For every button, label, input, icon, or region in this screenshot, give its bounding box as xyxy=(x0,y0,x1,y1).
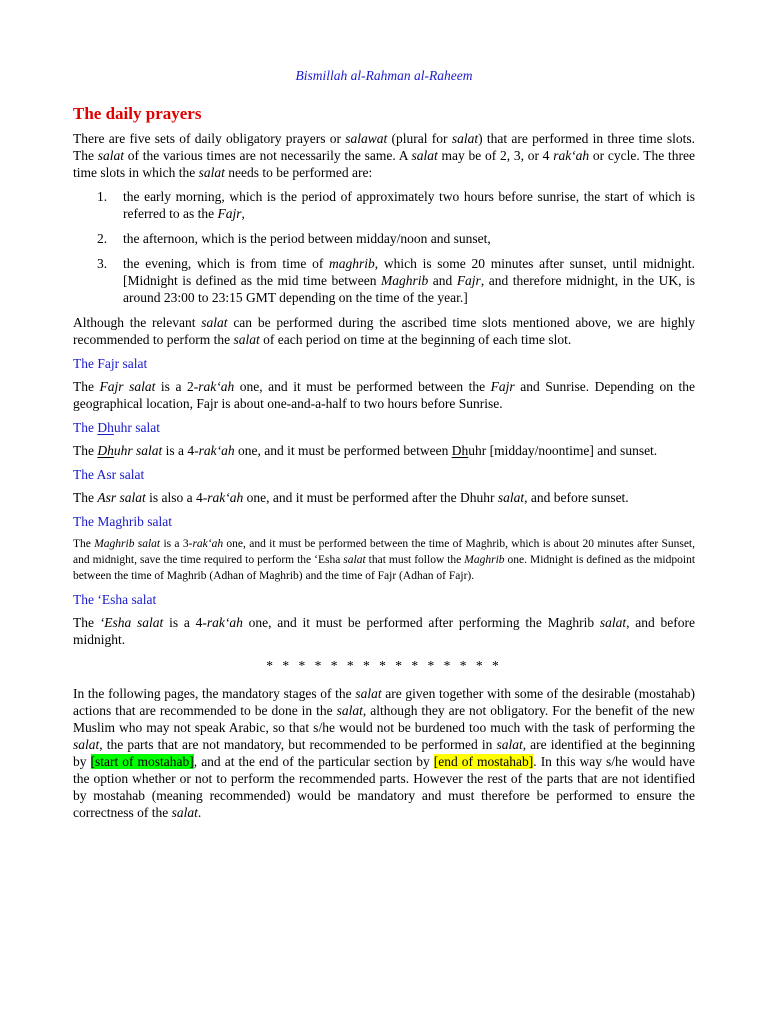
time-slots-list xyxy=(73,188,695,306)
term-rakah: rak‘ah xyxy=(207,490,244,505)
term-fajr: Fajr xyxy=(490,379,515,394)
text-run: uhr [midday/noontime] and sunset. xyxy=(468,443,658,458)
document-body xyxy=(73,130,695,821)
text-run: , and at the end of the particular section by xyxy=(193,754,434,769)
term-salat: salat xyxy=(129,379,156,394)
text-run: one, and it must be performed between the time of Maghrib, which is about 20 minutes after Sunset, and midnight, save the time required to perform the ‘Esha xyxy=(73,538,696,566)
text-run: the afternoon, which is the period between midday/noon and sunset, xyxy=(123,231,491,246)
text-run: one. Midnight is defined as the midpoint between the time of Maghrib (Adhan of Maghrib) and the time of Fajr (Adhan of Fajr). xyxy=(73,554,696,582)
text-run: is a 3- xyxy=(160,538,193,550)
term-asr: Asr xyxy=(97,490,117,505)
term-salat: salat xyxy=(343,554,366,566)
text-run: The xyxy=(73,538,95,550)
term-dhuhr xyxy=(97,443,132,458)
term-salat: salat xyxy=(137,615,164,630)
text-run: The xyxy=(73,379,100,394)
term-rakah: rak‘ah xyxy=(206,615,243,630)
page-title: The daily prayers xyxy=(73,104,202,123)
term-salat: salat xyxy=(201,315,228,330)
text-run: one, and it must be performed between the xyxy=(234,379,491,394)
list-item xyxy=(73,255,695,306)
fajr-heading: The Fajr salat xyxy=(73,356,148,371)
text-run: Although the relevant xyxy=(73,315,202,330)
dhuhr-paragraph xyxy=(73,442,695,459)
list-number: 2. xyxy=(97,231,108,246)
term-fajr: Fajr xyxy=(456,273,481,288)
term-salat: salat xyxy=(198,165,225,180)
text-run: that must follow the xyxy=(365,554,465,566)
text-run: and Sunrise. Depending on the geographical location, Fajr is about one-and-a-half to two hours before Sunrise. xyxy=(73,379,695,411)
text-run: , and before midnight. xyxy=(73,615,696,647)
text-run: The xyxy=(73,443,98,458)
text-run: , and before sunset. xyxy=(524,490,629,505)
term-salat: salat xyxy=(355,686,382,701)
maghrib-heading: The Maghrib salat xyxy=(73,514,172,529)
list-number: 1. xyxy=(97,189,108,204)
text-run: of each period on time at the beginning of each time slot. xyxy=(259,332,572,347)
text-run: the evening, which is from time of xyxy=(123,256,330,271)
text-run: , although they are not obligatory. For the benefit of the new Muslim who may not speak Arabic, so that s/he would not be burdened too much with the task of performing the xyxy=(73,703,696,735)
text-run: can be performed during the ascribed time slots mentioned above, we are highly recommended to perform the xyxy=(73,315,696,347)
text-run: , are identified at the beginning by xyxy=(73,737,695,769)
text-run: one, and it must be performed after the Dhuhr xyxy=(243,490,498,505)
underlined-run: Dh xyxy=(97,443,114,458)
text-run: needs to be performed are: xyxy=(224,165,373,180)
term-salat: salat xyxy=(496,737,523,752)
term-salat: salat xyxy=(97,148,124,163)
underlined-run: Dh xyxy=(97,420,114,435)
term-esha: ‘Esha xyxy=(99,615,132,630)
term-rakah: rak‘ah xyxy=(192,538,224,550)
list-item xyxy=(73,230,695,247)
text-run: . xyxy=(197,805,202,820)
term-salat: salat xyxy=(411,148,438,163)
text-run: ) that are performed in three time slots. The xyxy=(73,131,695,163)
term-salat: salat xyxy=(336,703,363,718)
text-run: There are five sets of daily obligatory prayers or xyxy=(73,131,346,146)
text-run: is also a 4- xyxy=(145,490,208,505)
term-rakah: rak‘ah xyxy=(553,148,590,163)
term-maghrib: Maghrib xyxy=(464,554,505,566)
term-maghrib: maghrib xyxy=(329,256,375,271)
term-salat: salat xyxy=(451,131,479,146)
term-salat: salat xyxy=(497,490,525,505)
esha-paragraph xyxy=(73,614,695,648)
text-run: is a 2- xyxy=(155,379,199,394)
text-run: The xyxy=(73,420,98,435)
text-run: uhr salat xyxy=(113,420,160,435)
text-run: uhr xyxy=(113,443,133,458)
term-rakah: rak‘ah xyxy=(198,379,235,394)
fajr-paragraph xyxy=(73,378,695,412)
asr-heading: The Asr salat xyxy=(73,467,145,482)
term-salat: salat xyxy=(171,805,198,820)
section-divider: * * * * * * * * * * * * * * * xyxy=(266,658,502,673)
term-fajr: Fajr xyxy=(99,379,124,394)
text-run: , which is some 20 minutes after sunset, until midnight. [Midnight is defined as the mid time between xyxy=(123,256,695,288)
list-number: 3. xyxy=(97,256,108,271)
underlined-run: Dh xyxy=(451,443,469,458)
text-run: is a 4- xyxy=(162,443,199,458)
list-item xyxy=(73,188,695,222)
term-salat: salat xyxy=(599,615,627,630)
text-run: , and therefore midnight, in the UK, is around 23:00 to 23:15 GMT depending on the time of the year.] xyxy=(123,273,695,305)
closing-paragraph xyxy=(73,685,695,821)
text-run: is a 4- xyxy=(163,615,207,630)
text-run: . In this way s/he would have the option whether or not to perform the recommended parts. However the rest of the parts that are not identified by mostahab (meaning recommended) would be mandatory and must therefore be performed to ensure the correctness of the xyxy=(73,754,696,820)
term-fajr: Fajr xyxy=(217,206,242,221)
end-mostahab-marker: [end of mostahab] xyxy=(433,754,534,769)
esha-heading: The ‘Esha salat xyxy=(73,592,157,607)
dhuhr-heading xyxy=(73,419,695,436)
text-run: one, and it must be performed after performing the Maghrib xyxy=(242,615,600,630)
start-mostahab-marker: [start of mostahab] xyxy=(90,754,194,769)
text-run: the early morning, which is the period of approximately two hours before sunrise, the start of which is referred to as the xyxy=(123,189,695,221)
text-run: may be of 2, 3, or 4 xyxy=(437,148,554,163)
term-salat: salat xyxy=(73,737,100,752)
basmala-line: Bismillah al-Rahman al-Raheem xyxy=(295,68,473,83)
text-run: and xyxy=(428,273,457,288)
term-maghrib: Maghrib xyxy=(94,538,135,550)
term-salat: salat xyxy=(136,443,163,458)
term-rakah: rak‘ah xyxy=(198,443,235,458)
text-run: The xyxy=(73,615,100,630)
although-paragraph xyxy=(73,314,695,348)
text-run: The xyxy=(73,490,98,505)
term-salat: salat xyxy=(233,332,260,347)
text-run: or cycle. The three time slots in which the xyxy=(73,148,695,180)
text-run: one, and it must be performed between xyxy=(234,443,452,458)
text-run: are given together with some of the desirable (mostahab) actions that are recommended to be done in the xyxy=(73,686,695,718)
term-salawat: salawat xyxy=(345,131,388,146)
intro-paragraph xyxy=(73,130,695,181)
asr-paragraph xyxy=(73,489,695,506)
text-run: , xyxy=(241,206,245,221)
text-run: , the parts that are not mandatory, but recommended to be performed in xyxy=(99,737,497,752)
text-run: of the various times are not necessarily the same. A xyxy=(124,148,412,163)
text-run: In the following pages, the mandatory stages of the xyxy=(73,686,356,701)
term-salat: salat xyxy=(119,490,146,505)
term-salat: salat xyxy=(137,538,161,550)
term-maghrib: Maghrib xyxy=(381,273,429,288)
maghrib-paragraph xyxy=(73,536,695,584)
text-run: (plural for xyxy=(387,131,452,146)
